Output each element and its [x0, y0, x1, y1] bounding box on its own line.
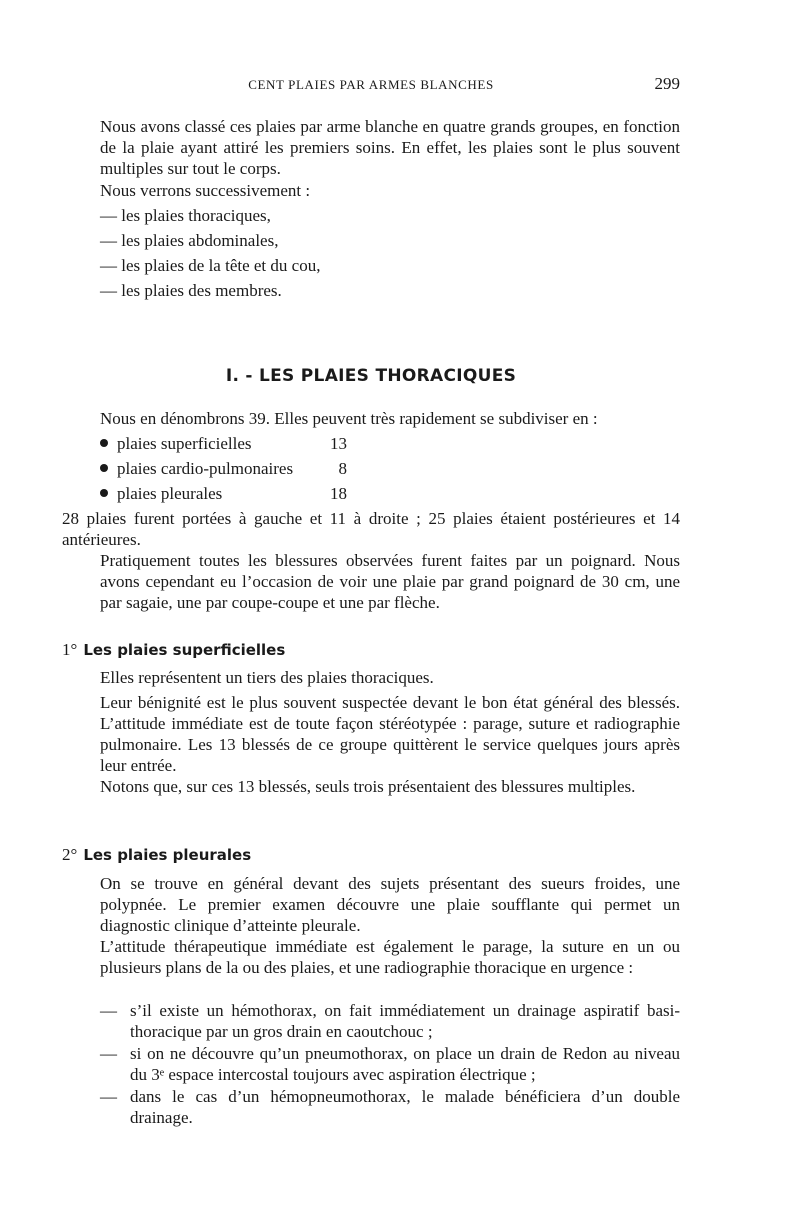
list-item: — les plaies thoraciques,: [100, 206, 271, 225]
treatment-text: si on ne découvre qu’un pneumothorax, on place un drain de Redon au niveau du 3ᵉ espace intercostal toujours avec aspiration électrique ;: [130, 1044, 680, 1084]
treatment-item: [100, 1000, 680, 1042]
list-item: — les plaies abdominales,: [100, 231, 279, 250]
breakdown-label: plaies cardio-pulmonaires: [117, 459, 294, 478]
subheading-pleural: [62, 845, 251, 865]
paragraph-text: Elles représentent un tiers des plaies thoraciques.: [100, 668, 434, 687]
breakdown-count: 18: [330, 484, 347, 503]
dash-marker: —: [100, 1087, 117, 1106]
breakdown-label: plaies pleurales: [117, 484, 223, 503]
treatment-text: dans le cas d’un hémopneumothorax, le malade bénéficiera d’un double drainage.: [130, 1087, 680, 1127]
list-item: — les plaies des membres.: [100, 281, 282, 300]
intro-lead: Nous verrons successivement :: [100, 181, 311, 200]
intro-text: Nous avons classé ces plaies par arme blanche en quatre grands groupes, en fonction de la plaie ayant attiré les premiers soins. En effet, les plaies sont le plus souvent multiples sur tout le corps.: [100, 117, 680, 178]
dash-marker: —: [100, 1001, 117, 1020]
dash-marker: —: [100, 1044, 117, 1063]
paragraph-text: Notons que, sur ces 13 blessés, seuls trois présentaient des blessures multiples.: [100, 777, 636, 796]
running-title: CENT PLAIES PAR ARMES BLANCHES: [248, 77, 494, 92]
book-page: [62, 0, 680, 1211]
intro-paragraph: [62, 116, 680, 179]
paragraph-text: L’attitude thérapeutique immédiate est également le parage, la suture en un ou plusieurs plans de la ou des plaies, et une radiographie thoracique en urgence :: [100, 937, 680, 977]
breakdown-label: plaies superficielles: [117, 434, 252, 453]
bullet-icon: [100, 439, 108, 447]
section-lead: Nous en dénombrons 39. Elles peuvent très rapidement se subdiviser en :: [100, 409, 598, 428]
breakdown-row: [100, 458, 347, 479]
subheading-superficial: [62, 640, 285, 660]
page-number: 299: [654, 74, 680, 93]
treatment-item: [100, 1086, 680, 1128]
breakdown-row: [100, 483, 347, 504]
paragraph-multiple: [62, 776, 680, 797]
subheading-number: 2°: [62, 845, 78, 864]
paragraph-treatment: [62, 936, 680, 978]
section-title: I. - LES PLAIES THORACIQUES: [225, 366, 517, 386]
paragraph-text: Pratiquement toutes les blessures observées furent faites par un poignard. Nous avons cependant eu l’occasion de voir une plaie par grand poignard de 30 cm, une par sagaie, une par coupe-coupe et une par flèche.: [100, 551, 680, 612]
paragraph-text: On se trouve en général devant des sujets présentant des sueurs froides, une polypnée. Le premier examen découvre une plaie soufflante qui permet un diagnostic clinique d’atteinte pleurale.: [100, 874, 680, 935]
treatment-item: [100, 1043, 680, 1085]
paragraph-symptoms: [62, 873, 680, 936]
subheading-title: Les plaies superficielles: [83, 641, 286, 659]
paragraph-benignity: [62, 692, 680, 776]
breakdown-count: 8: [338, 459, 347, 478]
list-item: — les plaies de la tête et du cou,: [100, 256, 321, 275]
paragraph-text: Leur bénignité est le plus souvent suspectée devant le bon état général des blessés. L’attitude immédiate est de toute façon stéréotypée : parage, suture et radiographie pulmonaire. Les 13 blessés de ce groupe quittèrent le service quelques jours après leur entrée.: [100, 693, 680, 775]
breakdown-count: 13: [330, 434, 347, 453]
running-header: [62, 74, 680, 98]
subheading-number: 1°: [62, 640, 78, 659]
treatment-text: s’il existe un hémothorax, on fait immédiatement un drainage aspiratif basi-thoracique par un gros drain en caoutchouc ;: [130, 1001, 680, 1041]
paragraph-text: 28 plaies furent portées à gauche et 11 à droite ; 25 plaies étaient postérieures et 14 antérieures.: [62, 509, 680, 549]
paragraph-weapons: [62, 550, 680, 613]
breakdown-row: [100, 433, 347, 454]
subheading-title: Les plaies pleurales: [83, 846, 252, 864]
bullet-icon: [100, 489, 108, 497]
bullet-icon: [100, 464, 108, 472]
paragraph-sides: [62, 508, 680, 550]
